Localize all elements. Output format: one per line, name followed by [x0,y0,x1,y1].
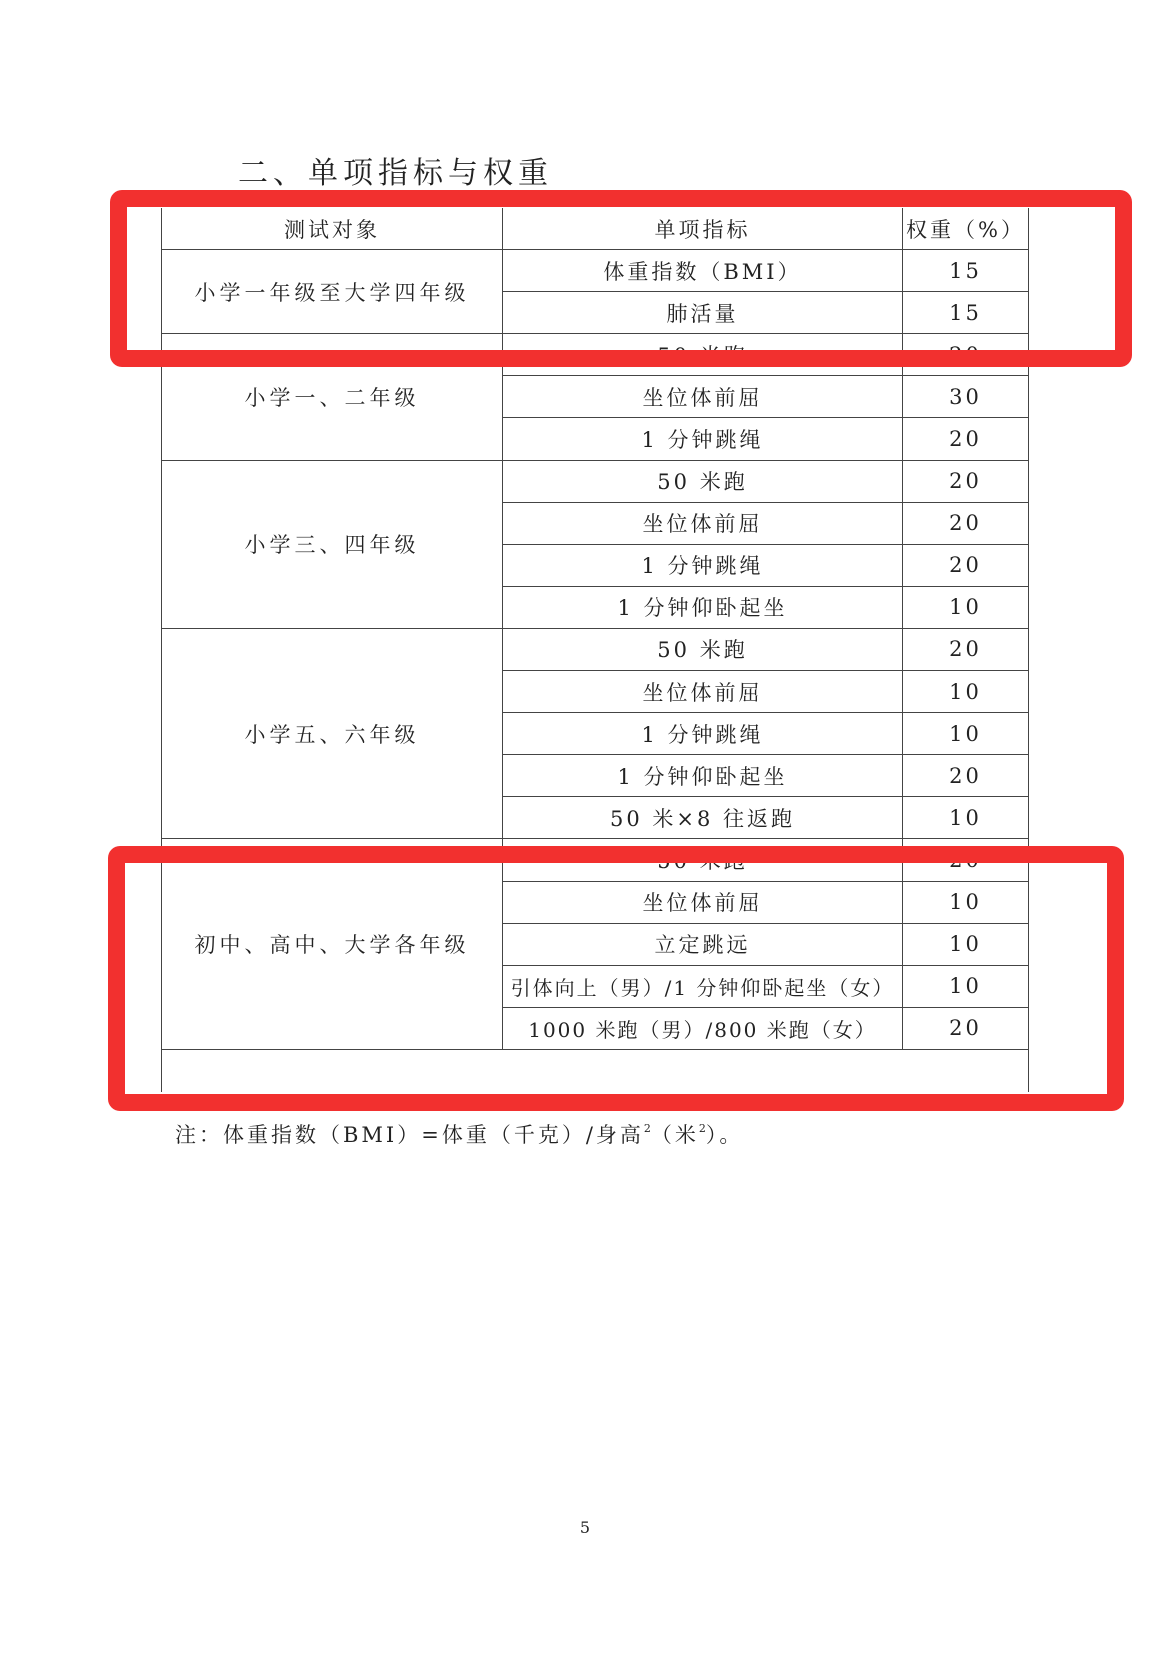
page-number: 5 [579,1518,591,1537]
weight-cell: 10 [903,924,1028,966]
indicator-cell: 1 分钟跳绳 [503,418,903,460]
weight-cell: 20 [903,629,1028,671]
indicator-cell: 坐位体前屈 [503,882,903,924]
group-middle-high-university: 初中、高中、大学各年级 [162,839,503,1049]
group-grade-5-6: 小学五、六年级 [162,629,503,839]
indicator-cell: 肺活量 [503,292,903,334]
indicator-cell: 1000 米跑（男）/800 米跑（女） [503,1008,903,1050]
weight-cell: 20 [903,334,1028,376]
weight-cell: 20 [903,1008,1028,1050]
weight-cell: 10 [903,882,1028,924]
weight-cell: 10 [903,966,1028,1008]
indicator-cell: 坐位体前屈 [503,503,903,545]
weight-cell: 20 [903,755,1028,797]
weight-cell: 15 [903,250,1028,292]
weight-cell: 10 [903,587,1028,629]
indicator-cell: 引体向上（男）/1 分钟仰卧起坐（女） [503,966,903,1008]
group-grade-3-4: 小学三、四年级 [162,461,503,629]
note-text: 注：体重指数（BMI）=体重（千克）/身高 [175,1123,644,1147]
weight-cell: 15 [903,292,1028,334]
indicator-cell: 50 米跑 [503,839,903,881]
indicator-cell: 1 分钟跳绳 [503,545,903,587]
weight-cell: 10 [903,713,1028,755]
highlight-box-top [110,190,1132,367]
indicator-cell: 坐位体前屈 [503,376,903,418]
weight-cell: 20 [903,545,1028,587]
note-superscript: 2 [643,1122,651,1135]
weight-cell: 20 [903,461,1028,503]
weight-cell: 30 [903,376,1028,418]
indicator-cell: 50 米跑 [503,334,903,376]
group-all-grades: 小学一年级至大学四年级 [162,250,503,334]
header-weight: 权重（%） [903,208,1028,250]
indicator-cell: 1 分钟仰卧起坐 [503,587,903,629]
indicator-cell: 50 米跑 [503,461,903,503]
weight-cell: 20 [903,839,1028,881]
note-superscript: 2 [698,1122,706,1135]
indicator-cell: 体重指数（BMI） [503,250,903,292]
indicator-cell: 立定跳远 [503,924,903,966]
indicator-cell: 1 分钟跳绳 [503,713,903,755]
note-text: （米 [650,1123,699,1147]
group-grade-1-2: 小学一、二年级 [162,334,503,460]
indicator-cell: 50 米跑 [503,629,903,671]
weight-cell: 20 [903,503,1028,545]
indicator-cell: 坐位体前屈 [503,671,903,713]
note-text: ）。 [705,1123,744,1147]
header-indicator: 单项指标 [503,208,903,250]
weight-cell: 10 [903,797,1028,839]
weight-cell: 20 [903,418,1028,460]
highlight-box-bottom [108,846,1124,1111]
bmi-footnote [175,1119,743,1149]
section-heading: 二、单项指标与权重 [238,156,553,191]
weight-cell: 10 [903,671,1028,713]
indicator-cell: 50 米×8 往返跑 [503,797,903,839]
indicator-cell: 1 分钟仰卧起坐 [503,755,903,797]
header-subject: 测试对象 [162,208,503,250]
